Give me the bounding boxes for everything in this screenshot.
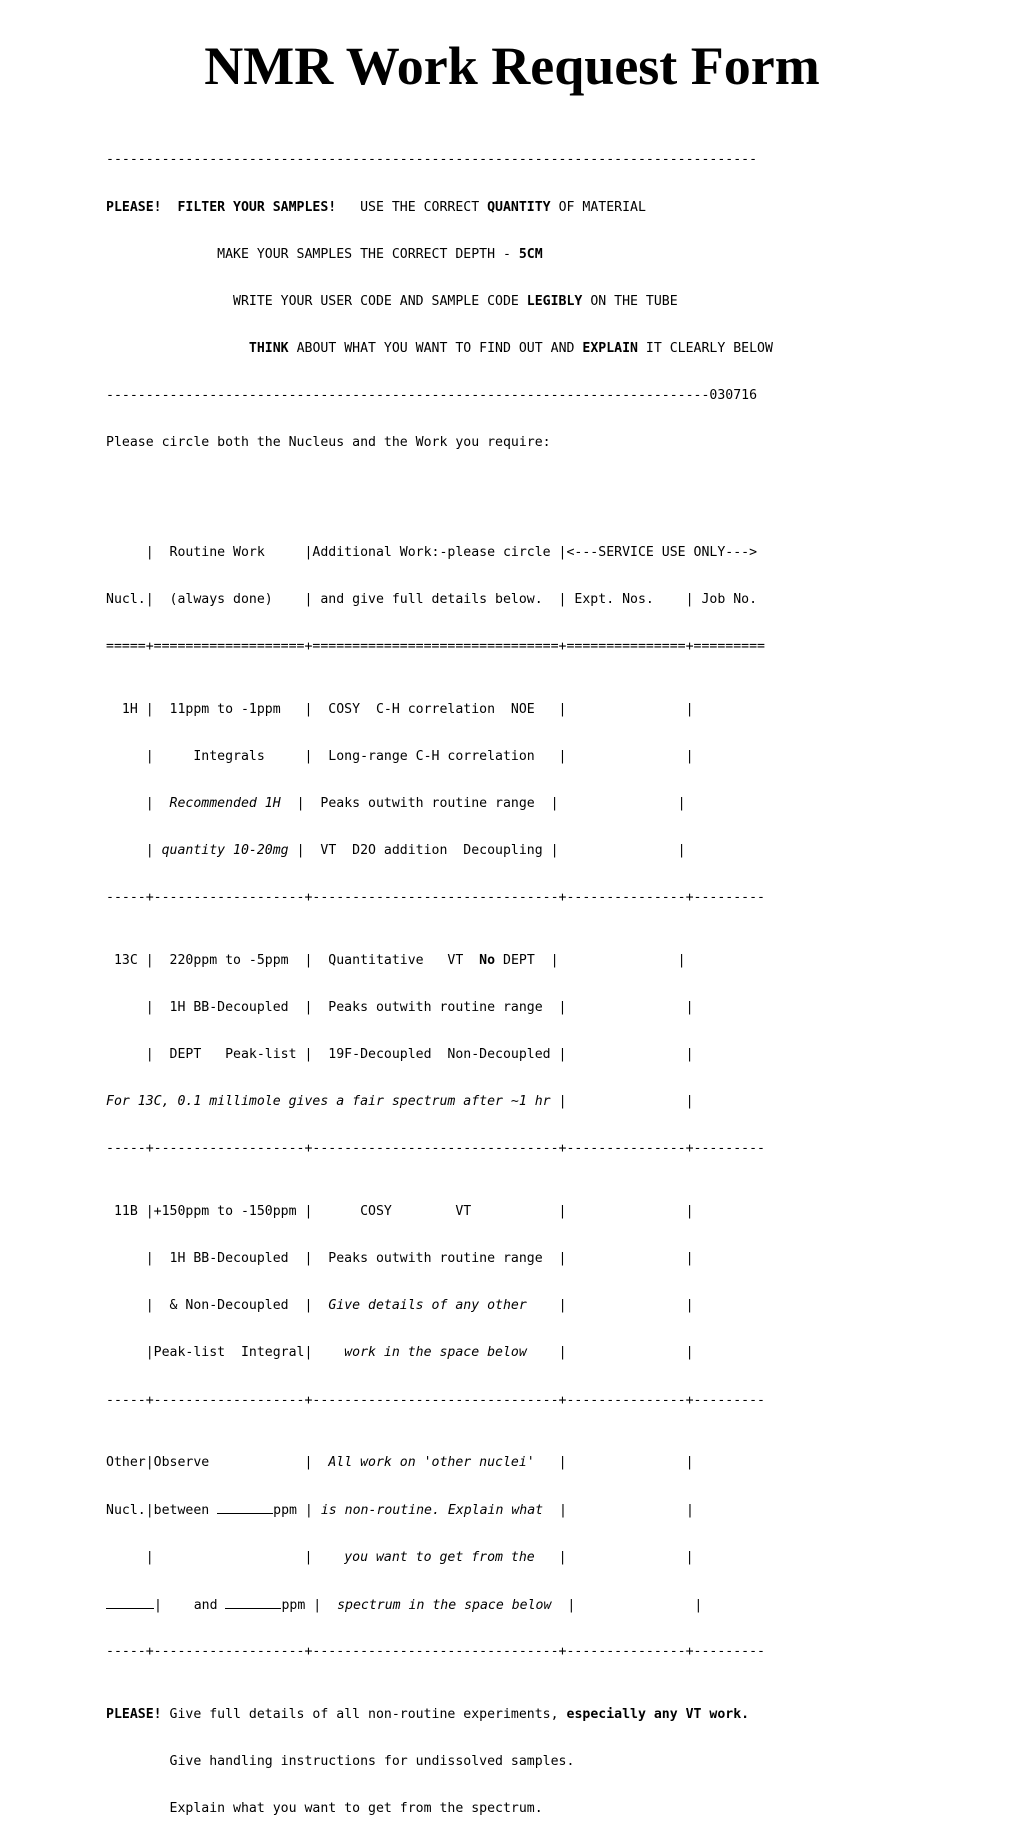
nucleus-1h-row: | Integrals | Long-range C-H correlation | | xyxy=(106,748,694,764)
ppm-from-blank[interactable] xyxy=(217,1502,273,1514)
nucleus-11b-row: 11B |+150ppm to -150ppm | COSY VT | | xyxy=(106,1204,694,1220)
user-code-line: WRITE YOUR USER CODE AND SAMPLE CODE LEGIBLY ON THE TUBE xyxy=(106,293,678,309)
request-form xyxy=(106,121,906,1832)
depth-line: MAKE YOUR SAMPLES THE CORRECT DEPTH - 5CM xyxy=(106,246,543,262)
ppm-to-blank[interactable] xyxy=(225,1597,281,1609)
row-separator: -----+-------------------+-------------------------------+---------------+--------- xyxy=(106,1643,765,1659)
row-separator: -----+-------------------+-------------------------------+---------------+--------- xyxy=(106,890,765,906)
table-header-row-1: | Routine Work |Additional Work:-please circle |<---SERVICE USE ONLY---> xyxy=(106,544,758,560)
other-nuclei-row: | and ppm | spectrum in the space below | | xyxy=(106,1597,906,1613)
page-title: NMR Work Request Form xyxy=(204,36,820,96)
row-separator: -----+-------------------+-------------------------------+---------------+--------- xyxy=(106,1392,765,1408)
form-code-rule: ----------------------------------------------------------------------------030716 xyxy=(106,387,758,403)
nucleus-11b-row: |Peak-list Integral| work in the space below | | xyxy=(106,1345,694,1361)
filter-warning-line: PLEASE! FILTER YOUR SAMPLES! USE THE CORRECT QUANTITY OF MATERIAL xyxy=(106,199,646,215)
row-separator: -----+-------------------+-------------------------------+---------------+--------- xyxy=(106,1141,765,1157)
nucleus-13c-note: For 13C, 0.1 millimole gives a fair spectrum after ~1 hr | | xyxy=(106,1094,694,1110)
footer-note: PLEASE! Give full details of all non-routine experiments, especially any VT work. xyxy=(106,1706,750,1722)
other-nuclei-row: | | you want to get from the | | xyxy=(106,1549,694,1565)
nucleus-blank[interactable] xyxy=(106,1597,154,1609)
nucleus-13c-row: | DEPT Peak-list | 19F-Decoupled Non-Decoupled | | xyxy=(106,1047,694,1063)
nucleus-1h-row: 1H | 11ppm to -1ppm | COSY C-H correlation NOE | | xyxy=(106,701,694,717)
nucleus-13c-row: | 1H BB-Decoupled | Peaks outwith routine range | | xyxy=(106,1000,694,1016)
spacer xyxy=(106,482,906,498)
nucleus-11b-row: | & Non-Decoupled | Give details of any other | | xyxy=(106,1298,694,1314)
nucleus-11b-row: | 1H BB-Decoupled | Peaks outwith routine range | | xyxy=(106,1251,694,1267)
nucleus-13c-row: 13C | 220ppm to -5ppm | Quantitative VT No DEPT | | xyxy=(106,953,686,969)
footer-note: Give handling instructions for undissolved samples. xyxy=(106,1753,575,1769)
table-header-row-2: Nucl.| (always done) | and give full details below. | Expt. Nos. | Job No. xyxy=(106,591,758,607)
nucleus-1h-row: | quantity 10-20mg | VT D2O addition Decoupling | | xyxy=(106,843,686,859)
think-line: THINK ABOUT WHAT YOU WANT TO FIND OUT AND EXPLAIN IT CLEARLY BELOW xyxy=(106,340,773,356)
circle-instruction: Please circle both the Nucleus and the Work you require: xyxy=(106,434,551,450)
rule-line: ---------------------------------------------------------------------------------- xyxy=(106,152,758,168)
nucleus-1h-row: | Recommended 1H | Peaks outwith routine range | | xyxy=(106,796,686,812)
other-nuclei-row: Other|Observe | All work on 'other nuclei' | | xyxy=(106,1455,694,1471)
footer-note: Explain what you want to get from the spectrum. xyxy=(106,1800,543,1816)
table-header-separator: =====+===================+===============================+===============+========= xyxy=(106,639,765,655)
other-nuclei-row: Nucl.|between ppm | is non-routine. Explain what | | xyxy=(106,1503,694,1519)
